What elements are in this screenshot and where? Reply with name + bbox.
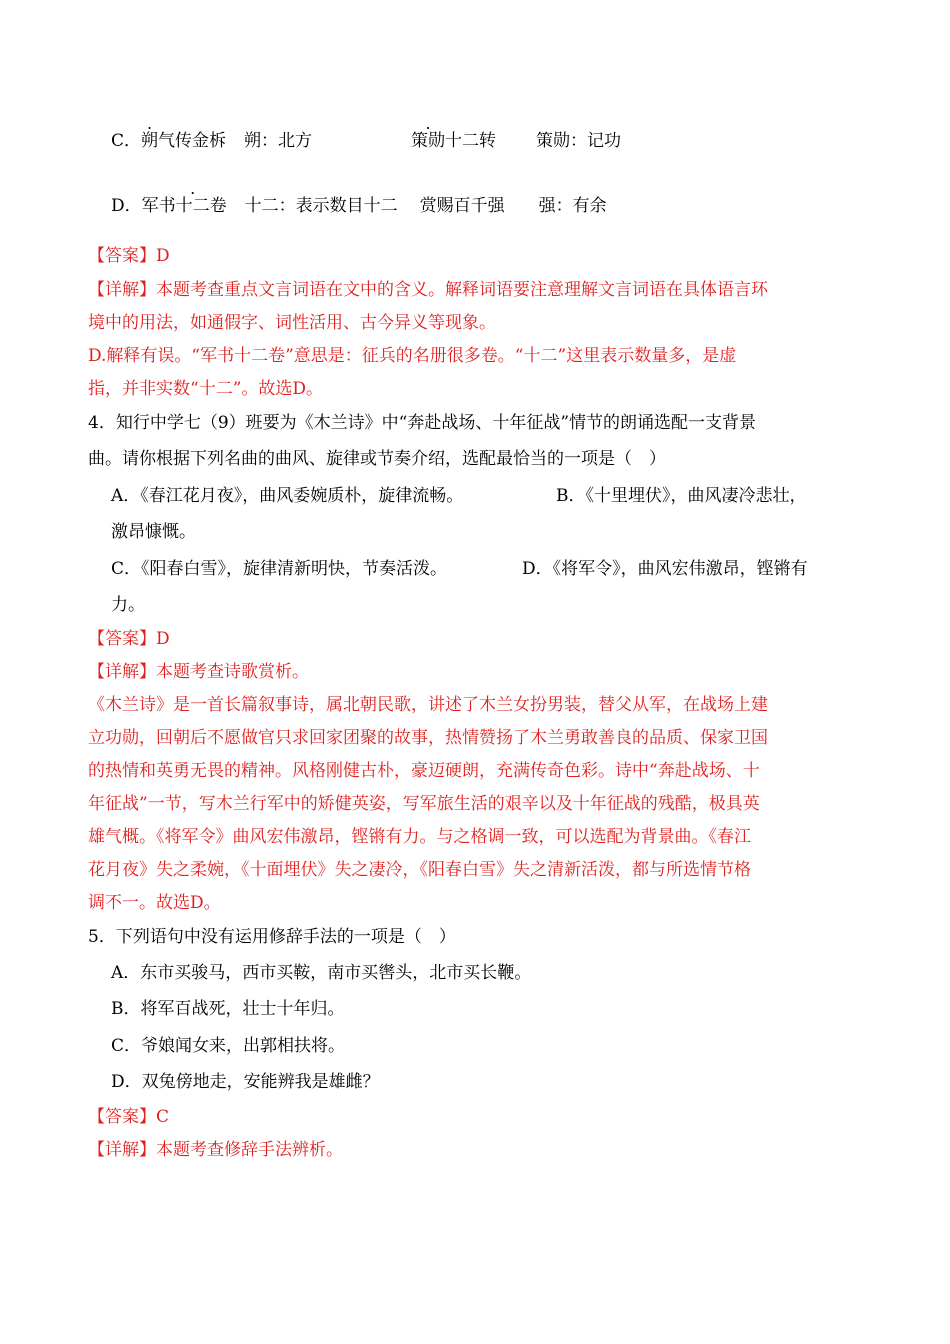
option-c-prev (111, 130, 312, 152)
detail-text: 本题考查重点文言词语在文中的含义。解释词语要注意理解文言词语在具体语言环 (156, 280, 768, 300)
gloss-text: 十二：表示数目十二 (244, 196, 398, 216)
q4-detail-line: 调不一。故选D。 (88, 893, 221, 913)
q5-option-a: A．东市买骏马，西市买鞍，南市买辔头，北市买长鞭。 (111, 963, 532, 983)
q3-detail-line: 境中的用法，如通假字、词性活用、古今异义等现象。 (88, 313, 496, 333)
q4-detail-line: 的热情和英勇无畏的精神。风格刚健古朴，豪迈硬朗，充满传奇色彩。诗中“奔赴战场、十 (88, 761, 760, 781)
phrase-text: 赏赐百千强 (419, 196, 505, 216)
q3-detail-line: 指，并非实数“十二”。故选D。 (88, 379, 324, 399)
option-d-prev (111, 195, 607, 217)
q3-detail-line: D.解释有误。“军书十二卷”意思是：征兵的名册很多卷。“十二”这里表示数量多，是虚 (88, 346, 737, 366)
q4-option-b: B．《十里埋伏》，曲风凄冷悲壮， (556, 486, 807, 506)
emphasis-char: 策勋 (411, 131, 445, 151)
q5-detail-line (88, 1139, 343, 1161)
emphasis-char: 十二 (175, 196, 210, 216)
emphasis-char: 朔 (141, 131, 159, 151)
q5-option-b: B．将军百战死，壮士十年归。 (111, 999, 345, 1019)
detail-tag: 【详解】 (88, 662, 156, 682)
q5-answer: 【答案】C (88, 1107, 170, 1127)
gloss-text: 强：有余 (538, 196, 607, 216)
phrase-text: 十二转 (445, 131, 496, 151)
q5-option-d: D．双兔傍地走，安能辨我是雄雌？ (111, 1072, 380, 1092)
detail-text: 本题考查诗歌赏析。 (156, 662, 309, 682)
q4-detail-line (88, 661, 309, 683)
q4-detail-line: 年征战”一节，写木兰行军中的矫健英姿，写军旅生活的艰辛以及十年征战的残酷，极具英 (88, 794, 760, 814)
phrase-text: 卷 (209, 196, 227, 216)
phrase-text: 军书 (141, 196, 176, 216)
q4-option-d: D．《将军令》，曲风宏伟激昂，铿锵有 (522, 559, 808, 579)
q4-detail-line: 雄气概。《将军令》曲风宏伟激昂，铿锵有力。与之格调一致，可以选配为背景曲。《春江 (88, 827, 751, 847)
phrase-text: 气传金柝 (158, 131, 227, 151)
gloss-text: 朔：北方 (244, 131, 313, 151)
q4-stem-line: 曲。请你根据下列名曲的曲风、旋律或节奏介绍，选配最恰当的一项是（ ） (88, 449, 666, 469)
q3-detail-line (88, 279, 768, 301)
q4-option-b-cont: 激昂慷慨。 (111, 522, 196, 542)
q4-option-a: A．《春江花月夜》，曲风委婉质朴，旋律流畅。 (111, 486, 464, 506)
option-label: C． (111, 131, 142, 151)
detail-text: 本题考查修辞手法辨析。 (156, 1140, 343, 1160)
q4-stem-line: 4．知行中学七（9）班要为《木兰诗》中“奔赴战场、十年征战”情节的朗诵选配一支背景 (88, 413, 757, 433)
q4-detail-line: 立功勋，回朝后不愿做官只求回家团聚的故事，热情赞扬了木兰勇敢善良的品质、保家卫国 (88, 728, 768, 748)
q3-answer: 【答案】D (88, 246, 170, 266)
q4-answer: 【答案】D (88, 629, 170, 649)
q4-option-d-cont: 力。 (111, 595, 145, 615)
detail-tag: 【详解】 (88, 280, 156, 300)
option-label: D． (111, 196, 142, 216)
option-c-prev-second (411, 130, 621, 152)
detail-tag: 【详解】 (88, 1140, 156, 1160)
q5-stem: 5．下列语句中没有运用修辞手法的一项是（ ） (88, 927, 456, 947)
q5-option-c: C．爷娘闻女来，出郭相扶将。 (111, 1036, 346, 1056)
gloss-text: 策勋：记功 (536, 131, 621, 151)
q4-detail-line: 《木兰诗》是一首长篇叙事诗，属北朝民歌，讲述了木兰女扮男装，替父从军，在战场上建 (88, 695, 768, 715)
q4-detail-line: 花月夜》失之柔婉，《十面埋伏》失之凄冷，《阳春白雪》失之清新活泼，都与所选情节格 (88, 860, 751, 880)
q4-option-c: C．《阳春白雪》，旋律清新明快，节奏活泼。 (111, 559, 448, 579)
